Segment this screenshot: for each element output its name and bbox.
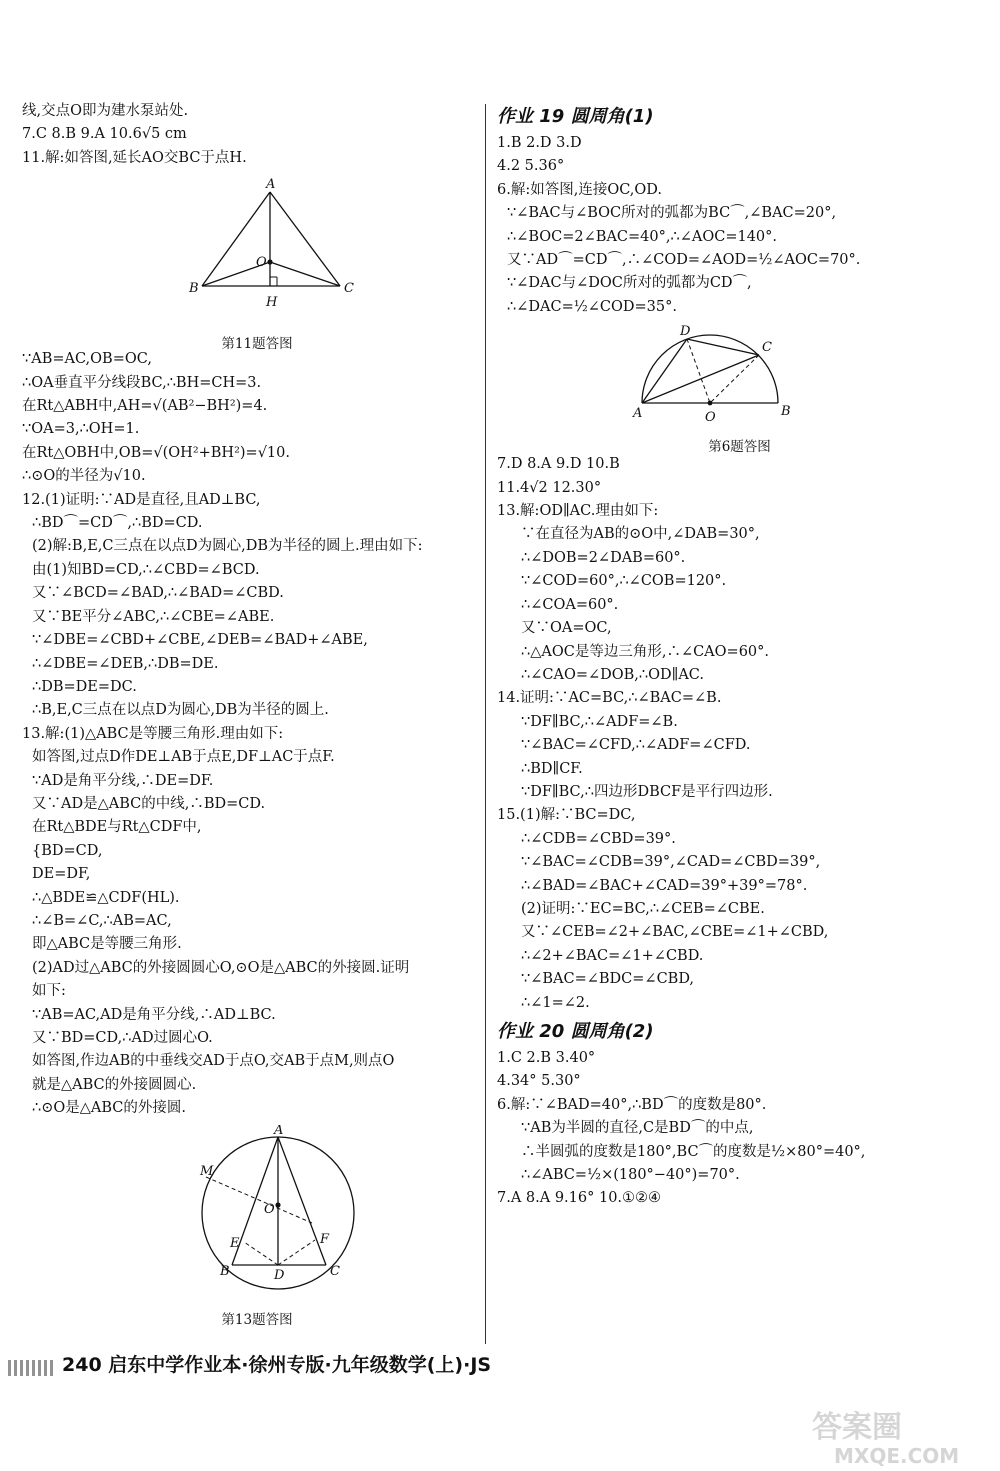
- figure-13-caption: 第13题答图: [221, 1312, 293, 1329]
- text-line: 6.解:如答图,连接OC,OD.: [497, 181, 663, 198]
- text-line: ∵∠BAC=∠CFD,∴∠ADF=∠CFD.: [521, 737, 751, 754]
- footer-pattern: [8, 1360, 56, 1376]
- text-line: (2)解:B,E,C三点在以点D为圆心,DB为半径的圆上.理由如下:: [32, 538, 423, 555]
- label-O: O: [705, 410, 716, 426]
- label-C: C: [330, 1263, 340, 1279]
- text-line: ∴∠CDB=∠CBD=39°.: [521, 830, 676, 847]
- text-line: ∴半圆弧的度数是180°,BC⌒的度数是½×80°=40°,: [521, 1143, 866, 1160]
- label-B: B: [220, 1263, 230, 1279]
- text-line: 又∵BD=CD,∴AD过圆心O.: [32, 1030, 213, 1046]
- text-line: ∵∠BAC=∠BDC=∠CBD,: [521, 971, 695, 988]
- text-line: 12.(1)证明:∵AD是直径,且AD⊥BC,: [22, 491, 261, 508]
- label-D: D: [680, 324, 691, 340]
- text-line: 7.C 8.B 9.A 10.6√5 cm: [22, 126, 187, 143]
- text-line: 就是△ABC的外接圆圆心.: [32, 1076, 197, 1093]
- right-column: [497, 100, 982, 1211]
- text-line: ∵∠COD=60°,∴∠COB=120°.: [521, 573, 727, 590]
- text-line: 1.B 2.D 3.D: [497, 135, 582, 151]
- text-line: ∴∠B=∠C,∴AB=AC,: [32, 912, 172, 929]
- text-line: ∵∠BAC与∠BOC所对的弧都为BC⌒,∠BAC=20°,: [507, 205, 837, 222]
- text-line: 又∵∠BCD=∠BAD,∴∠BAD=∠CBD.: [32, 585, 284, 602]
- text-line: ∴∠COA=60°.: [521, 596, 619, 613]
- text-line: ∵∠BAC=∠CDB=39°,∠CAD=∠CBD=39°,: [521, 854, 821, 871]
- section-heading-20: 作业 20 圆周角(2): [497, 1021, 654, 1042]
- text-line: 1.C 2.B 3.40°: [497, 1050, 596, 1066]
- figure-6-caption: 第6题答图: [708, 438, 771, 455]
- watermark-url: MXQE.COM: [834, 1444, 960, 1467]
- text-line: 4.34° 5.30°: [497, 1073, 581, 1090]
- label-D: D: [274, 1267, 285, 1283]
- text-line: 11.解:如答图,延长AO交BC于点H.: [22, 149, 247, 166]
- figure-11-caption: 第11题答图: [221, 335, 293, 352]
- page-number: 240: [62, 1354, 102, 1376]
- text-line: ∴B,E,C三点在以点D为圆心,DB为半径的圆上.: [32, 702, 329, 719]
- label-A: A: [274, 1124, 284, 1138]
- text-line: 13.解:OD∥AC.理由如下:: [497, 503, 659, 520]
- label-A: A: [633, 406, 643, 422]
- label-O: O: [256, 255, 267, 271]
- text-line: 4.2 5.36°: [497, 158, 565, 175]
- label-B: B: [189, 281, 199, 297]
- text-line: ∴∠2+∠BAC=∠1+∠CBD.: [521, 947, 704, 964]
- text-line: (2)AD过△ABC的外接圆圆心O,⊙O是△ABC的外接圆.证明: [32, 959, 410, 976]
- text-line: ∵AD是角平分线,∴DE=DF.: [32, 772, 214, 789]
- figure-6: [497, 323, 982, 455]
- label-C: C: [344, 281, 354, 297]
- text-line: ∴△BDE≌△CDF(HL).: [32, 889, 180, 906]
- text-line: ∴∠DBE=∠DEB,∴DB=DE.: [32, 655, 219, 672]
- text-line: 如答图,过点D作DE⊥AB于点E,DF⊥AC于点F.: [32, 749, 335, 766]
- text-line: 在Rt△OBH中,OB=√(OH²+BH²)=√10.: [22, 444, 290, 461]
- text-line: 线,交点O即为建水泵站处.: [22, 103, 189, 119]
- text-line: 在Rt△ABH中,AH=√(AB²−BH²)=4.: [22, 398, 268, 415]
- watermark-graphic: [806, 1405, 986, 1467]
- text-line: ∴∠ABC=½×(180°−40°)=70°.: [521, 1167, 740, 1184]
- label-M: M: [200, 1163, 214, 1179]
- section-heading-19: 作业 19 圆周角(1): [497, 106, 654, 127]
- label-B: B: [781, 404, 791, 420]
- book-title: 启东中学作业本·徐州专版·九年级数学(上)·JS: [108, 1354, 492, 1376]
- text-line: 由(1)知BD=CD,∴∠CBD=∠BCD.: [32, 561, 260, 578]
- text-line: 7.A 8.A 9.16° 10.①②④: [497, 1190, 662, 1207]
- text-line: 7.D 8.A 9.D 10.B: [497, 456, 620, 473]
- label-F: F: [320, 1231, 330, 1247]
- figure-13-diagram: [22, 1125, 492, 1301]
- text-line: 如答图,作边AB的中垂线交AD于点O,交AB于点M,则点O: [32, 1053, 395, 1070]
- text-line: ∴OA垂直平分线段BC,∴BH=CH=3.: [22, 374, 262, 391]
- label-A: A: [266, 177, 276, 193]
- text-line: ∴∠BOC=2∠BAC=40°,∴∠AOC=140°.: [507, 228, 777, 245]
- text-line: ∴BD∥CF.: [521, 760, 583, 777]
- text-line: 11.4√2 12.30°: [497, 479, 602, 496]
- text-line: ∵∠DBE=∠CBD+∠CBE,∠DEB=∠BAD+∠ABE,: [32, 632, 368, 649]
- text-line: ∴∠DOB=2∠DAB=60°.: [521, 549, 686, 566]
- label-O: O: [264, 1201, 275, 1217]
- figure-6-diagram: [497, 323, 982, 427]
- text-line: ∵DF∥BC,∴四边形DBCF是平行四边形.: [521, 783, 773, 800]
- watermark-text: 答案圈: [812, 1410, 902, 1445]
- text-line: 15.(1)解:∵BC=DC,: [497, 807, 636, 824]
- text-line: 又∵OA=OC,: [521, 620, 612, 637]
- label-H: H: [266, 295, 278, 311]
- text-line: ∴∠1=∠2.: [521, 994, 590, 1011]
- text-line: 6.解:∵∠BAD=40°,∴BD⌒的度数是80°.: [497, 1096, 767, 1113]
- left-column: [22, 100, 492, 1329]
- text-line: ∴∠CAO=∠DOB,∴OD∥AC.: [521, 666, 704, 683]
- figure-11: [22, 174, 492, 352]
- text-line: 又∵∠CEB=∠2+∠BAC,∠CBE=∠1+∠CBD,: [521, 924, 829, 941]
- footer: [62, 1350, 491, 1377]
- label-E: E: [230, 1235, 240, 1251]
- text-line: ∵AB为半圆的直径,C是BD⌒的中点,: [521, 1120, 754, 1137]
- text-line: ∴∠BAD=∠BAC+∠CAD=39°+39°=78°.: [521, 877, 808, 894]
- text-line: 又∵AD⌒=CD⌒,∴∠COD=∠AOD=½∠AOC=70°.: [507, 252, 861, 269]
- label-C: C: [762, 340, 772, 356]
- text-line: ∴△AOC是等边三角形,∴∠CAO=60°.: [521, 643, 770, 660]
- text-line: ∵在直径为AB的⊙O中,∠DAB=30°,: [521, 526, 760, 543]
- text-line: ∵∠DAC与∠DOC所对的弧都为CD⌒,: [507, 275, 752, 292]
- text-line: ∵OA=3,∴OH=1.: [22, 421, 140, 438]
- text-line: 在Rt△BDE与Rt△CDF中,: [32, 819, 202, 836]
- text-line: ∵AB=AC,AD是角平分线,∴AD⊥BC.: [32, 1006, 276, 1023]
- watermark-logo: [806, 1405, 986, 1467]
- text-line: ∴⊙O的半径为√10.: [22, 468, 146, 485]
- text-line: 14.证明:∵AC=BC,∴∠BAC=∠B.: [497, 690, 722, 707]
- text-line: 13.解:(1)△ABC是等腰三角形.理由如下:: [22, 725, 284, 742]
- text-line: ∵AB=AC,OB=OC,: [22, 351, 152, 368]
- text-line: ∴⊙O是△ABC的外接圆.: [32, 1100, 187, 1117]
- text-line: 即△ABC是等腰三角形.: [32, 936, 182, 953]
- text-line: ∴DB=DE=DC.: [32, 678, 137, 695]
- figure-11-diagram: [22, 174, 492, 324]
- text-line: 又∵AD是△ABC的中线,∴BD=CD.: [32, 795, 266, 812]
- text-line: ∴BD⌒=CD⌒,∴BD=CD.: [32, 515, 203, 532]
- figure-13: [22, 1124, 492, 1329]
- text-line: ∴∠DAC=½∠COD=35°.: [507, 298, 677, 315]
- text-line: ∵DF∥BC,∴∠ADF=∠B.: [521, 713, 678, 730]
- text-line: (2)证明:∵EC=BC,∴∠CEB=∠CBE.: [521, 900, 765, 917]
- text-line: {BD=CD,: [32, 842, 103, 859]
- text-line: 又∵BE平分∠ABC,∴∠CBE=∠ABE.: [32, 608, 275, 625]
- text-line: 如下:: [32, 983, 66, 1000]
- text-line: DE=DF,: [32, 866, 91, 883]
